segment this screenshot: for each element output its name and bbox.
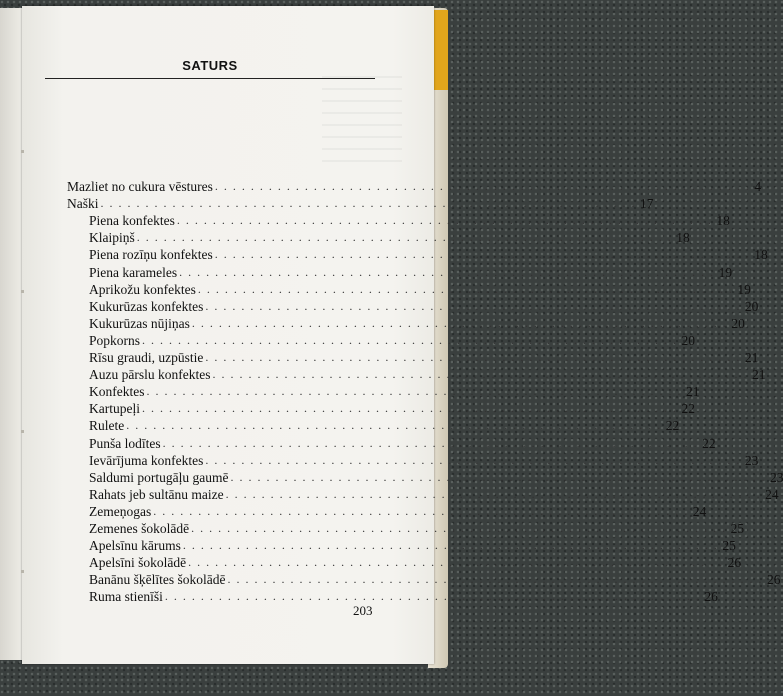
toc-entry-page: 26 — [766, 572, 781, 588]
toc-entry-title: Auzu pārslu konfektes — [89, 367, 211, 383]
toc-entry-page: 22 — [665, 418, 680, 434]
dot-leader: . . . . . . . . . . . . . . . . . . . . . . . . . . . . . . . . . . . . . . . . . . . . . . . . . . . . . . . . . . . . — [136, 230, 673, 245]
toc-entry-page: 21 — [744, 350, 759, 365]
toc-entry-page: 18 — [754, 247, 768, 263]
toc-entry-page: 21 — [685, 384, 700, 400]
toc-entry — [89, 452, 759, 469]
show-through-text — [322, 76, 402, 166]
dot-leader: . . . . . . . . . . . . . . . . . . . . . . . . . . . . . . . . . . . . . . . . . . . . . . . . . . . . . . . . . . . . — [162, 435, 699, 450]
toc-entry-page: 18 — [716, 213, 730, 229]
toc-entry-title: Saldumi portugāļu gaumē — [89, 469, 229, 485]
dot-leader: . . . . . . . . . . . . . . . . . . . . . . . . . . . . . . . . . . . . . . . . . . . . . . . . . . . . . . . . . . . . — [205, 298, 741, 313]
title-rule — [45, 78, 375, 79]
toc-entry-title: Apelsīnu kārums — [89, 538, 181, 554]
toc-entry-page: 25 — [730, 521, 745, 536]
page-number: 203 — [353, 603, 373, 618]
toc-entry-page: 20 — [744, 298, 759, 314]
dot-leader: . . . . . . . . . . . . . . . . . . . . . . . . . . . . . . . . . . . . . . . . . . . . . . . . . . . . . . . . . . . . — [205, 350, 741, 364]
dot-leader: . . . . . . . . . . . . . . . . . . . . . . . . . . . . . . . . . . . . . . . . . . . . . . . . . . . . . . . . . . . . — [214, 247, 751, 262]
toc-entry-title: Kukurūzas nūjiņas — [89, 315, 190, 331]
toc-entry — [89, 298, 759, 315]
toc-entry — [89, 400, 695, 417]
toc-entry — [89, 264, 733, 281]
toc-entry — [89, 503, 707, 520]
toc-entry-page: 20 — [731, 315, 745, 331]
toc-entry-title: Ruma stienīši — [89, 589, 163, 605]
dot-leader: . . . . . . . . . . . . . . . . . . . . . . . . . . . . . . . . . . . . . . . . . . . . . . . . . . . . . . . . . . . . — [197, 281, 734, 296]
dot-leader: . . . . . . . . . . . . . . . . . . . . . . . . . . . . . . . . . . . . . . . . . . . . . . . . . . . . . . . . . . . . — [164, 589, 701, 604]
dot-leader: . . . . . . . . . . . . . . . . . . . . . . . . . . . . . . . . . . . . . . . . . . . . . . . . . . . . . . . . . . . . — [153, 503, 689, 518]
toc-entry-title: Rulete — [89, 418, 125, 434]
dot-leader: . . . . . . . . . . . . . . . . . . . . . . . . . . . . . . . . . . . . . . . . . . . . . . . . . . . . . . . . . . . . — [225, 486, 762, 501]
toc-entry-title: Piena konfektes — [89, 213, 175, 229]
toc-entry-title: Konfektes — [89, 384, 145, 400]
toc-entry — [89, 469, 783, 486]
dot-leader: . . . . . . . . . . . . . . . . . . . . . . . . . . . . . . . . . . . . . . . . . . . . . . . . . . . . . . . . . . . . — [188, 555, 724, 570]
toc-entry — [89, 349, 759, 366]
toc-entry — [89, 383, 700, 400]
toc-entry-title: Banānu šķēlītes šokolādē — [89, 572, 226, 588]
toc-entry-title: Mazliet no cukura vēstures — [67, 179, 213, 194]
toc-entry — [67, 178, 762, 195]
dot-leader: . . . . . . . . . . . . . . . . . . . . . . . . . . . . . . . . . . . . . . . . . . . . . . . . . . . . . . . . . . . . — [182, 538, 719, 553]
toc-entry-title: Kartupeļi — [89, 401, 140, 417]
toc-entry-title: Ievārījuma konfektes — [89, 452, 204, 468]
binding-stitch — [21, 150, 24, 153]
toc-entry — [89, 486, 779, 503]
toc-entry-title: Klaipiņš — [89, 230, 135, 246]
toc-entry — [89, 520, 745, 537]
dot-leader: . . . . . . . . . . . . . . . . . . . . . . . . . . . . . . . . . . . . . . . . . . . . . . . . . . . . . . . . . . . . — [230, 469, 766, 484]
dot-leader: . . . . . . . . . . . . . . . . . . . . . . . . . . . . . . . . . . . . . . . . . . . . . . . . . . . . . . . . . . . . — [179, 264, 715, 279]
toc-entry-title: Rīsu graudi, uzpūstie — [89, 350, 204, 365]
dot-leader: . . . . . . . . . . . . . . . . . . . . . . . . . . . . . . . . . . . . . . . . . . . . . . . . . . . . . . . . . . . . — [126, 418, 662, 433]
page-title: SATURS — [182, 58, 238, 73]
binding-stitch — [21, 430, 24, 433]
toc-entry-title: Naški — [67, 196, 99, 212]
toc-entry — [89, 417, 680, 434]
toc-entry-page: 23 — [769, 469, 783, 485]
toc-entry — [89, 281, 751, 298]
toc-entry-page: 19 — [718, 264, 733, 280]
toc-entry-page: 20 — [681, 332, 696, 348]
dot-leader: . . . . . . . . . . . . . . . . . . . . . . . . . . . . . . . . . . . . . . . . . . . . . . . . . . . . . . . . . . . . — [212, 367, 748, 382]
toc-entry-title: Rahats jeb sultānu maize — [89, 486, 224, 502]
toc-entry-page: 24 — [765, 486, 779, 502]
toc-entry — [89, 229, 690, 246]
binding-stitch — [21, 570, 24, 573]
toc-entry-page: 24 — [692, 503, 707, 519]
toc-entry-page: 17 — [640, 196, 654, 212]
toc-entry-page: 25 — [722, 538, 736, 554]
toc-entry — [89, 571, 781, 588]
toc-entry-title: Punša lodītes — [89, 435, 161, 451]
toc-entry-page: 18 — [676, 230, 690, 246]
dot-leader: . . . . . . . . . . . . . . . . . . . . . . . . . . . . . . . . . . . . . . . . . . . . . . . . . . . . . . . . . . . . — [141, 401, 678, 416]
toc-entry-title: Kukurūzas konfektes — [89, 298, 204, 314]
toc-entry — [89, 246, 768, 263]
toc-entry-page: 26 — [727, 555, 742, 571]
dot-leader: . . . . . . . . . . . . . . . . . . . . . . . . . . . . . . . . . . . . . . . . . . . . . . . . . . . . . . . . . . . . — [205, 452, 741, 467]
toc-entry-page: 23 — [744, 452, 759, 468]
toc-entry-title: Zemenes šokolādē — [89, 521, 190, 536]
toc-entry-title: Apelsīni šokolādē — [89, 555, 187, 571]
toc-entry-page: 4 — [754, 179, 762, 194]
toc-entry-title: Popkorns — [89, 332, 141, 348]
toc-entry-page: 21 — [751, 367, 766, 383]
toc-entry-title: Piena karameles — [89, 264, 178, 280]
toc-entry-page: 22 — [702, 435, 716, 451]
toc-entry — [89, 537, 736, 554]
dot-leader: . . . . . . . . . . . . . . . . . . . . . . . . . . . . . . . . . . . . . . . . . . . . . . . . . . . . . . . . . . . . — [146, 384, 682, 399]
toc-entry — [67, 195, 654, 212]
dot-leader: . . . . . . . . . . . . . . . . . . . . . . . . . . . . . . . . . . . . . . . . . . . . . . . . . . . . . . . . . . . . — [142, 332, 678, 347]
toc-entry — [89, 212, 730, 229]
facing-page-edge — [0, 8, 24, 660]
toc-entry-page: 19 — [737, 281, 751, 297]
toc-entry — [89, 588, 718, 605]
toc-entry-title: Piena rozīņu konfektes — [89, 247, 213, 263]
yellow-cover-strip — [432, 10, 448, 90]
toc-entry — [89, 366, 766, 383]
toc-entry — [89, 435, 716, 452]
dot-leader: . . . . . . . . . . . . . . . . . . . . . . . . . . . . . . . . . . . . . . . . . . . . . . . . . . . . . . . . . . . . — [214, 179, 751, 193]
toc-entry — [89, 315, 745, 332]
toc-entry-page: 22 — [681, 401, 695, 417]
toc-entry-title: Aprikožu konfektes — [89, 281, 196, 297]
dot-leader: . . . . . . . . . . . . . . . . . . . . . . . . . . . . . . . . . . . . . . . . . . . . . . . . . . . . . . . . . . . . — [100, 196, 636, 211]
toc-entry-page: 26 — [704, 589, 718, 605]
dot-leader: . . . . . . . . . . . . . . . . . . . . . . . . . . . . . . . . . . . . . . . . . . . . . . . . . . . . . . . . . . . . — [176, 213, 713, 228]
toc-entry — [89, 332, 696, 349]
dot-leader: . . . . . . . . . . . . . . . . . . . . . . . . . . . . . . . . . . . . . . . . . . . . . . . . . . . . . . . . . . . . — [191, 315, 728, 330]
dot-leader: . . . . . . . . . . . . . . . . . . . . . . . . . . . . . . . . . . . . . . . . . . . . . . . . . . . . . . . . . . . . — [227, 572, 763, 587]
dot-leader: . . . . . . . . . . . . . . . . . . . . . . . . . . . . . . . . . . . . . . . . . . . . . . . . . . . . . . . . . . . . — [191, 521, 727, 535]
toc-entry-title: Zemeņogas — [89, 503, 152, 519]
toc-entry — [89, 554, 742, 571]
binding-stitch — [21, 290, 24, 293]
